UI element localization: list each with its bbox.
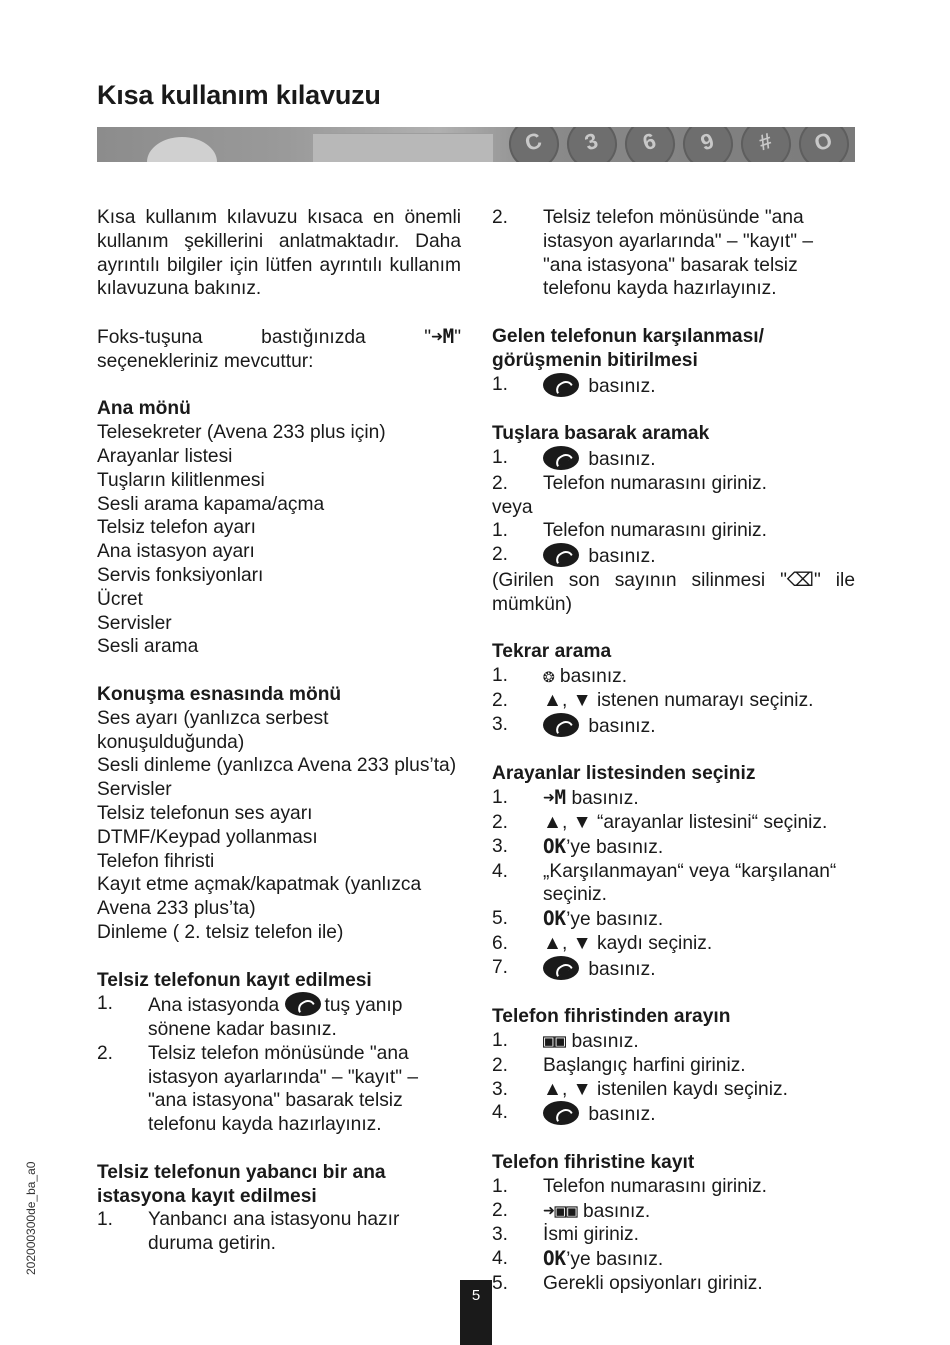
list-item: Telesekreter (Avena 233 plus için) [97, 422, 386, 444]
list-item: Telsiz telefon ayarı [97, 517, 256, 539]
foks-menu-icon: ➜M [431, 324, 455, 348]
phone-key-icon [543, 956, 579, 980]
arrow-up-down-icon: ▲, ▼ [543, 689, 592, 711]
foks-paragraph: Foks-tuşuna bastığınızda "➜M" seçenekleriniz mevcuttur: [97, 324, 461, 372]
step: 1. basınız. [492, 446, 656, 470]
section-heading-fkayit: Telefon fihristine kayıt [492, 1152, 695, 1174]
step: 5. OK’ye basınız. [492, 907, 664, 931]
step: 1. ▣▣ basınız. [492, 1029, 639, 1053]
list-item: Sesli arama kapama/açma [97, 493, 325, 515]
step: 2. ▲, ▼ istenen numarayı seçiniz. [492, 689, 814, 711]
list-item: Servis fonksiyonları [97, 564, 264, 586]
arrow-up-down-icon: ▲, ▼ [543, 1078, 592, 1100]
step: 3. OK’ye basınız. [492, 834, 664, 858]
right-column [492, 206, 855, 1296]
list-item: Telsiz telefonun ses ayarı [97, 802, 313, 824]
banner-key-c: C [502, 127, 565, 162]
list-item: Ücret [97, 588, 143, 610]
ok-key-icon: OK [543, 1247, 567, 1271]
step: 4. „Karşılanmayan“ veya “karşılanan“ seçiniz. [492, 860, 837, 906]
ok-key-icon: OK [543, 834, 567, 858]
banner-display [312, 133, 494, 162]
list-item: Ses ayarı (yanlızca serbest konuşulduğunda) [97, 707, 329, 753]
step: 2. Telsiz telefon mönüsünde "ana istasyon ayarlarında" – "kayıt" – "ana istasyona" basarak telsiz telefonu kayda hazırlayınız. [97, 1042, 419, 1136]
page-title: Kısa kullanım kılavuzu [97, 80, 381, 110]
banner-round-button [147, 137, 217, 162]
intro-paragraph: Kısa kullanım kılavuzu kısaca en önemli kullanım şekillerini anlatmaktadır. Daha ayrıntılı bilgiler için lütfen ayrıntılı kullanım kılavuzuna bakınız. [97, 207, 461, 300]
section-heading-fihrist: Telefon fihristinden arayın [492, 1006, 731, 1028]
banner-key-3: 3 [560, 127, 623, 162]
redial-icon: ❂ [543, 664, 555, 688]
section-heading-gelen: Gelen telefonun karşılanması/ görüşmenin bitirilmesi [492, 325, 764, 371]
list-item: Sesli dinleme (yanlızca Avena 233 plus’ta) [97, 755, 457, 777]
step: 1. basınız. [492, 373, 656, 397]
phone-key-icon [543, 713, 579, 737]
banner-key-hash: # [734, 127, 797, 162]
phone-key-icon [543, 543, 579, 567]
step: 2. Telsiz telefon mönüsünde "ana istasyon ayarlarında" – "kayıt" – "ana istasyona" basarak telsiz telefonu kayda hazırlayınız. [492, 207, 814, 300]
step: 1. Ana istasyonda tuş yanıp sönene kadar basınız. [97, 993, 403, 1041]
list-item: Sesli arama [97, 636, 199, 658]
document-code: 202000300de_ba_a0 [24, 1161, 38, 1275]
banner-key-9: 9 [676, 127, 739, 162]
list-item: Servisler [97, 779, 172, 801]
list-item: Ana istasyon ayarı [97, 541, 255, 563]
step: 3. basınız. [492, 713, 656, 737]
left-column [97, 206, 461, 1256]
step: 3. ▲, ▼ istenilen kaydı seçiniz. [492, 1078, 788, 1100]
step: 1. Yanbancı ana istasyonu hazır duruma getirin. [97, 1209, 400, 1255]
list-item: Arayanlar listesi [97, 445, 233, 467]
delete-note: (Girilen son sayının silinmesi "⌫" ile mümkün) [492, 569, 855, 615]
list-item: Tuşların kilitlenmesi [97, 469, 265, 491]
step: 7. basınız. [492, 956, 656, 980]
step: 4. basınız. [492, 1102, 656, 1126]
list-item: Dinleme ( 2. telsiz telefon ile) [97, 921, 344, 943]
menu-key-icon: ➜M [543, 786, 567, 810]
phone-keypad-banner [97, 127, 855, 162]
step: 1. Telefon numarasını giriniz. [492, 520, 767, 542]
phonebook-icon: ▣▣ [543, 1029, 567, 1053]
list-item: Servisler [97, 612, 172, 634]
section-heading-konusma: Konuşma esnasında mönü [97, 683, 342, 705]
step: 2. ▲, ▼ “arayanlar listesini“ seçiniz. [492, 811, 828, 833]
section-heading-arayan: Arayanlar listesinden seçiniz [492, 763, 756, 785]
step: 1. Telefon numarasını giriniz. [492, 1175, 767, 1197]
step: 5. Gerekli opsiyonları giriniz. [492, 1273, 763, 1295]
phonebook-add-icon: ➜▣▣ [543, 1198, 578, 1222]
phone-key-icon [543, 1101, 579, 1125]
step: 1. ❂ basınız. [492, 664, 628, 688]
step: 6. ▲, ▼ kaydı seçiniz. [492, 932, 713, 954]
step: 2. Telefon numarasını giriniz. [492, 472, 767, 494]
step: 1. ➜M basınız. [492, 786, 639, 810]
step: 2. basınız. [492, 544, 656, 568]
banner-key-o: O [792, 127, 855, 162]
arrow-up-down-icon: ▲, ▼ [543, 932, 592, 954]
phone-key-icon [285, 992, 321, 1016]
phone-key-icon [543, 373, 579, 397]
phone-key-icon [543, 446, 579, 470]
step: 4. OK’ye basınız. [492, 1247, 664, 1271]
arrow-up-down-icon: ▲, ▼ [543, 811, 592, 833]
or-text: veya [492, 496, 533, 518]
list-item: DTMF/Keypad yollanması [97, 826, 318, 848]
step: 3. İsmi giriniz. [492, 1224, 639, 1246]
ok-key-icon: OK [543, 907, 567, 931]
page-number: 5 [460, 1280, 492, 1345]
list-item: Telefon fihristi [97, 850, 215, 872]
section-heading-kayit: Telsiz telefonun kayıt edilmesi [97, 969, 372, 991]
section-heading-tekrar: Tekrar arama [492, 641, 612, 663]
step: 2. ➜▣▣ basınız. [492, 1198, 651, 1222]
banner-key-6: 6 [618, 127, 681, 162]
section-heading-yabanci: Telsiz telefonun yabancı bir ana istasyona kayıt edilmesi [97, 1161, 386, 1207]
step: 2. Başlangıç harfini giriniz. [492, 1054, 746, 1076]
section-heading-tus: Tuşlara basarak aramak [492, 423, 710, 445]
list-item: Kayıt etme açmak/kapatmak (yanlızca Avena 233 plus’ta) [97, 874, 422, 920]
section-heading-ana: Ana mönü [97, 398, 191, 420]
